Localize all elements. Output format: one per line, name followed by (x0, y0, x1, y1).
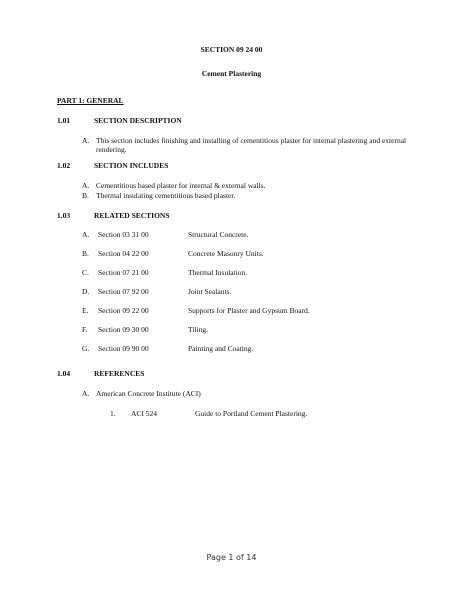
reference-desc: Guide to Portland Cement Plastering. (195, 409, 308, 418)
related-section-desc: Structural Concrete. (188, 230, 249, 239)
related-section-ref: Section 07 92 00 (98, 287, 149, 296)
section-title: Cement Plastering (201, 69, 262, 78)
reference-code: ACI 524 (131, 409, 158, 418)
related-section-desc: Supports for Plaster and Gypsum Board. (188, 306, 310, 315)
related-letter: C. (82, 268, 89, 277)
section-1-03-number: 1.03 (57, 211, 71, 220)
related-section-ref: Section 09 90 00 (98, 344, 149, 353)
section-1-01-title: SECTION DESCRIPTION (94, 116, 182, 125)
section-1-01-number: 1.01 (57, 116, 71, 125)
reference-org-name: American Concrete Institute (ACI) (96, 389, 201, 398)
related-letter: E. (82, 306, 89, 315)
item-text: Cementitious based plaster for internal & external walls. (96, 181, 266, 190)
related-section-ref: Section 03 31 00 (98, 230, 149, 239)
related-letter: D. (82, 287, 90, 296)
page-number: Page 1 of 14 (206, 553, 257, 562)
related-section-desc: Joint Sealants. (188, 287, 232, 296)
related-letter: B. (82, 249, 89, 258)
reference-org-letter: A. (82, 389, 90, 398)
related-letter: A. (82, 230, 90, 239)
related-section-ref: Section 04 22 00 (98, 249, 149, 258)
section-1-02-number: 1.02 (57, 161, 71, 170)
item-letter: A. (82, 136, 90, 145)
item-text: Thermal insulating cementitious based plaster. (96, 191, 236, 200)
related-letter: F. (82, 325, 88, 334)
section-1-02-title: SECTION INCLUDES (94, 161, 169, 170)
related-section-desc: Concrete Masonry Units. (188, 249, 264, 258)
item-text: This section includes finishing and installing of cementitious plaster for internal plastering and external rendering. (96, 136, 407, 154)
related-section-ref: Section 09 22 00 (98, 306, 149, 315)
item-letter: B. (82, 191, 89, 200)
related-letter: G. (82, 344, 90, 353)
related-section-desc: Tiling. (188, 325, 208, 334)
item-letter: A. (82, 181, 90, 190)
part-heading: PART 1: GENERAL (57, 96, 124, 105)
related-section-ref: Section 07 21 00 (98, 268, 149, 277)
related-section-ref: Section 09 30 00 (98, 325, 149, 334)
section-1-04-number: 1.04 (57, 369, 71, 378)
related-section-desc: Thermal Insulation. (188, 268, 248, 277)
reference-number: 1. (110, 409, 116, 418)
related-section-desc: Painting and Coating. (188, 344, 254, 353)
section-1-04-title: REFERENCES (94, 369, 145, 378)
section-number: SECTION 09 24 00 (200, 45, 263, 54)
section-1-03-title: RELATED SECTIONS (94, 211, 170, 220)
